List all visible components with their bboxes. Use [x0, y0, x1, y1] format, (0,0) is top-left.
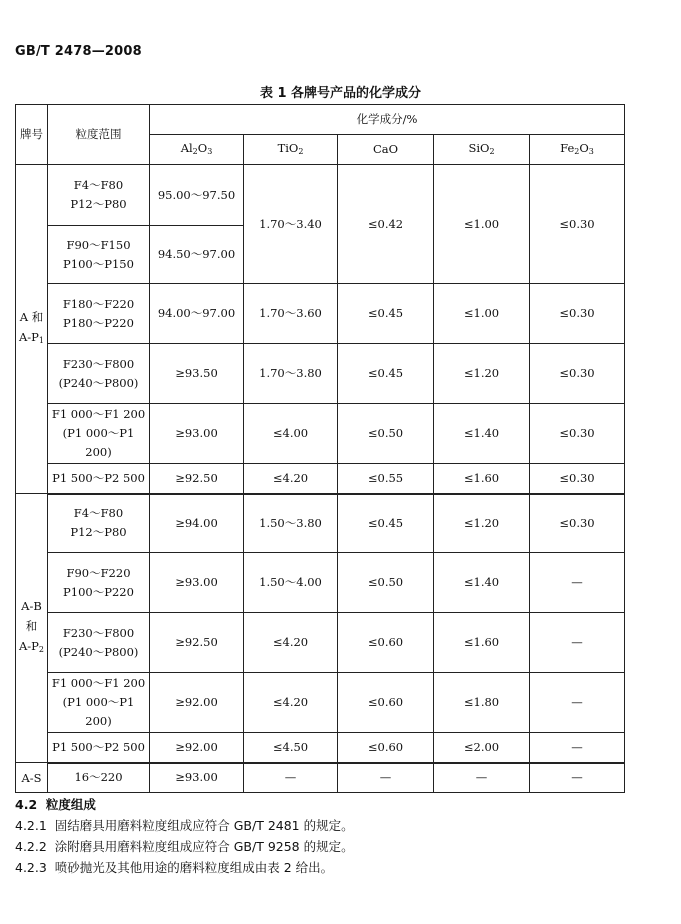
- table-row: [16, 553, 625, 613]
- tio2-cell: 1.50～4.00: [244, 553, 338, 613]
- table-row: [16, 404, 625, 464]
- header-size-range: 粒度范围: [48, 105, 150, 165]
- size-range-cell: F4～F80 P12～P80: [48, 494, 150, 553]
- fe2o3-cell: ≤0.30: [530, 344, 625, 404]
- size-range-cell: P1 500～P2 500: [48, 733, 150, 763]
- fe2o3-cell: —: [530, 613, 625, 673]
- sio2-cell: ≤1.20: [434, 494, 530, 553]
- size-range-cell: P1 500～P2 500: [48, 464, 150, 494]
- sio2-cell: ≤1.80: [434, 673, 530, 733]
- size-range-cell: F180～F220 P180～P220: [48, 284, 150, 344]
- cao-cell: ≤0.45: [338, 284, 434, 344]
- header-grade: 牌号: [16, 105, 48, 165]
- sio2-cell: ≤1.40: [434, 404, 530, 464]
- table-caption: 表 1 各牌号产品的化学成分: [259, 86, 422, 101]
- al2o3-cell: ≥93.00: [150, 553, 244, 613]
- cao-cell: ≤0.45: [338, 344, 434, 404]
- table-row: [16, 284, 625, 344]
- fe2o3-cell: ≤0.30: [530, 165, 625, 284]
- tio2-cell: ≤4.00: [244, 404, 338, 464]
- table-row: [16, 494, 625, 553]
- tio2-cell: ≤4.20: [244, 673, 338, 733]
- fe2o3-cell: —: [530, 733, 625, 763]
- section-4-2-heading: 4.2 粒度组成: [15, 797, 96, 812]
- al2o3-cell: ≥94.00: [150, 494, 244, 553]
- size-range-cell: F4～F80 P12～P80: [48, 165, 150, 226]
- tio2-cell: 1.50～3.80: [244, 494, 338, 553]
- header-al2o3: $Al_2O_3$: [150, 135, 244, 165]
- sio2-cell: ≤1.20: [434, 344, 530, 404]
- section-4-2-2: 4.2.2 涂附磨具用磨料粒度组成应符合 GB/T 9258 的规定。: [15, 839, 354, 854]
- al2o3-cell: ≥93.00: [150, 763, 244, 793]
- sio2-cell: ≤1.00: [434, 165, 530, 284]
- table-row: [16, 344, 625, 404]
- al2o3-cell: 94.00～97.00: [150, 284, 244, 344]
- cao-cell: ≤0.50: [338, 404, 434, 464]
- tio2-cell: 1.70～3.40: [244, 165, 338, 284]
- fe2o3-cell: ≤0.30: [530, 284, 625, 344]
- size-range-cell: F90～F220 P100～P220: [48, 553, 150, 613]
- fe2o3-cell: ≤0.30: [530, 464, 625, 494]
- size-range-cell: F1 000～F1 200 (P1 000～P1 200): [48, 673, 150, 733]
- cao-cell: ≤0.60: [338, 733, 434, 763]
- sio2-cell: ≤1.60: [434, 464, 530, 494]
- table-row: [16, 673, 625, 733]
- grade-a-b-a-p2: A-B 和 $A-P_2$: [16, 494, 48, 763]
- header-fe2o3: $Fe_2O_3$: [530, 135, 625, 165]
- header-chemical-composition: 化学成分/%: [150, 105, 625, 135]
- grade-a-p1: A 和 $A-P_1$: [16, 165, 48, 494]
- tio2-cell: ≤4.20: [244, 464, 338, 494]
- sio2-cell: ≤1.00: [434, 284, 530, 344]
- cao-cell: ≤0.50: [338, 553, 434, 613]
- table-row: [16, 733, 625, 763]
- tio2-cell: —: [244, 763, 338, 793]
- chemical-composition-table: [15, 104, 625, 793]
- tio2-cell: 1.70～3.60: [244, 284, 338, 344]
- al2o3-cell: ≥92.00: [150, 733, 244, 763]
- al2o3-cell: ≥93.00: [150, 404, 244, 464]
- grade-a-s: A-S: [16, 763, 48, 793]
- header-cao: CaO: [338, 135, 434, 165]
- size-range-cell: F230～F800 (P240～P800): [48, 344, 150, 404]
- cao-cell: ≤0.60: [338, 673, 434, 733]
- cao-cell: —: [338, 763, 434, 793]
- tio2-cell: 1.70～3.80: [244, 344, 338, 404]
- table-row: [16, 165, 625, 226]
- fe2o3-cell: —: [530, 673, 625, 733]
- header-sio2: SiO$_2$: [434, 135, 530, 165]
- cao-cell: ≤0.60: [338, 613, 434, 673]
- al2o3-cell: ≥92.00: [150, 673, 244, 733]
- sio2-cell: ≤1.40: [434, 553, 530, 613]
- fe2o3-cell: —: [530, 763, 625, 793]
- sio2-cell: ≤2.00: [434, 733, 530, 763]
- sio2-cell: ≤1.60: [434, 613, 530, 673]
- fe2o3-cell: ≤0.30: [530, 494, 625, 553]
- al2o3-cell: ≥92.50: [150, 613, 244, 673]
- size-range-cell: 16～220: [48, 763, 150, 793]
- size-range-cell: F1 000～F1 200 (P1 000～P1 200): [48, 404, 150, 464]
- table-row: [16, 464, 625, 494]
- size-range-cell: F230～F800 (P240～P800): [48, 613, 150, 673]
- table-row: [16, 613, 625, 673]
- fe2o3-cell: ≤0.30: [530, 404, 625, 464]
- al2o3-cell: 94.50～97.00: [150, 226, 244, 284]
- sio2-cell: —: [434, 763, 530, 793]
- section-4-2-1: 4.2.1 固结磨具用磨料粒度组成应符合 GB/T 2481 的规定。: [15, 818, 354, 833]
- cao-cell: ≤0.42: [338, 165, 434, 284]
- al2o3-cell: ≥93.50: [150, 344, 244, 404]
- tio2-cell: ≤4.50: [244, 733, 338, 763]
- cao-cell: ≤0.55: [338, 464, 434, 494]
- al2o3-cell: ≥92.50: [150, 464, 244, 494]
- section-4-2-3: 4.2.3 喷砂抛光及其他用途的磨料粒度组成由表 2 给出。: [15, 860, 334, 875]
- header-tio2: TiO$_2$: [244, 135, 338, 165]
- size-range-cell: F90～F150 P100～P150: [48, 226, 150, 284]
- table-row: [16, 763, 625, 793]
- tio2-cell: ≤4.20: [244, 613, 338, 673]
- fe2o3-cell: —: [530, 553, 625, 613]
- al2o3-cell: 95.00～97.50: [150, 165, 244, 226]
- standard-header: GB/T 2478—2008: [15, 44, 142, 59]
- cao-cell: ≤0.45: [338, 494, 434, 553]
